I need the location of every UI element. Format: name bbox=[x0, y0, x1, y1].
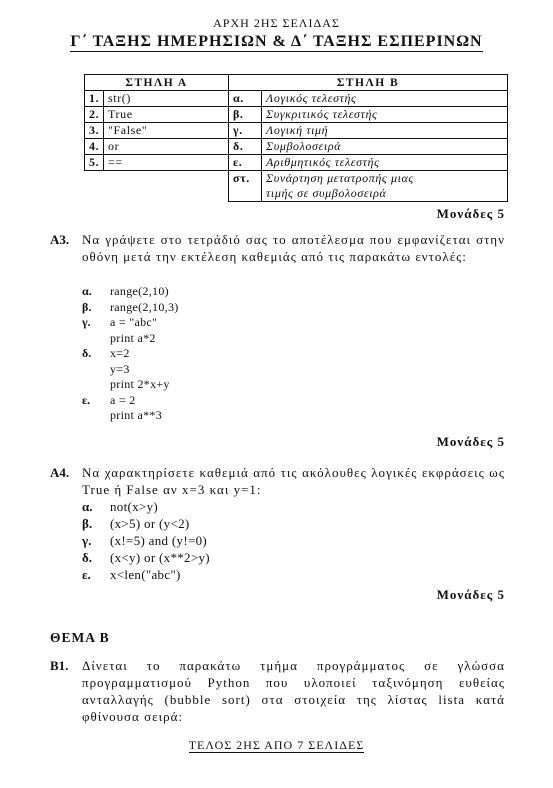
column-a-header: ΣΤΗΛΗ Α bbox=[85, 75, 229, 91]
list-item bbox=[82, 515, 210, 532]
column-a-cell: str() bbox=[104, 91, 229, 107]
list-item bbox=[82, 566, 210, 583]
item-label: γ. bbox=[82, 533, 92, 548]
table-row bbox=[85, 171, 508, 202]
table-row bbox=[85, 91, 508, 107]
a3-items bbox=[82, 284, 179, 424]
question-a4 bbox=[50, 464, 505, 498]
item-code: x=2 y=3 print 2*x+y bbox=[110, 346, 170, 391]
question-a3 bbox=[50, 231, 505, 265]
page-footer-text: ΤΕΛΟΣ 2ΗΣ ΑΠΟ 7 ΣΕΛΙΔΕΣ bbox=[188, 738, 365, 752]
column-b-cell: Συγκριτικός τελεστής bbox=[262, 107, 508, 123]
page-start-label: ΑΡΧΗ 2ΗΣ ΣΕΛΙΔΑΣ bbox=[213, 16, 340, 30]
row-letter: α. bbox=[229, 91, 262, 107]
item-code: x<len("abc") bbox=[110, 567, 181, 582]
column-b-cell: Συμβολοσειρά bbox=[262, 139, 508, 155]
question-text: Να γράψετε στο τετράδιό σας το αποτέλεσμα που εμφανίζεται στην οθόνη μετά την εκτέλεση καθεμιάς από τις παρακάτω εντολές: bbox=[82, 232, 505, 264]
table-row bbox=[85, 139, 508, 155]
list-item bbox=[82, 498, 210, 515]
item-label: β. bbox=[82, 299, 92, 314]
item-label: δ. bbox=[82, 346, 92, 360]
row-number: 2. bbox=[85, 107, 104, 123]
row-number: 3. bbox=[85, 123, 104, 139]
item-label: α. bbox=[82, 284, 92, 298]
list-item bbox=[82, 393, 179, 424]
column-a-cell: == bbox=[104, 155, 229, 171]
column-a-cell: True bbox=[104, 107, 229, 123]
item-code: not(x>y) bbox=[110, 499, 159, 514]
column-b-cell: Λογική τιμή bbox=[262, 123, 508, 139]
question-text: Να χαρακτηρίσετε καθεμιά από τις ακόλουθες λογικές εκφράσεις ως True ή False αν x=3 και y=1: bbox=[82, 465, 505, 497]
item-label: γ. bbox=[82, 315, 91, 329]
units-label: Μονάδες 5 bbox=[436, 206, 505, 221]
item-label: δ. bbox=[82, 550, 92, 565]
column-a-cell: or bbox=[104, 139, 229, 155]
column-b-cell: Λογικός τελεστής bbox=[262, 91, 508, 107]
column-b-cell bbox=[262, 171, 508, 202]
question-number: Α4. bbox=[50, 465, 70, 480]
row-letter: ε. bbox=[229, 155, 262, 171]
row-letter: δ. bbox=[229, 139, 262, 155]
table-row bbox=[85, 155, 508, 171]
list-item bbox=[82, 532, 210, 549]
item-label: β. bbox=[82, 516, 93, 531]
table-row bbox=[85, 123, 508, 139]
units-label: Μονάδες 5 bbox=[436, 434, 505, 449]
units-label: Μονάδες 5 bbox=[436, 587, 505, 602]
exam-title bbox=[0, 33, 553, 51]
row-letter: γ. bbox=[229, 123, 262, 139]
item-code: (x>5) or (y<2) bbox=[110, 516, 190, 531]
item-code: a = 2 print a**3 bbox=[110, 392, 162, 422]
item-code: a = "abc" print a*2 bbox=[110, 315, 158, 345]
matching-table bbox=[84, 74, 508, 202]
item-code: range(2,10,3) bbox=[110, 299, 179, 314]
list-item bbox=[82, 300, 179, 316]
list-item bbox=[82, 284, 179, 300]
question-text: Δίνεται το παρακάτω τμήμα προγράμματος σε γλώσσα προγραμματισμού Python που υλοποιεί ταξινόμηση ευθείας ανταλλαγής (bubble sort) στα στοιχεία της λίστας lista κατά φθίνουσα σειρά: bbox=[82, 658, 505, 724]
column-b-cell: Αριθμητικός τελεστής bbox=[262, 155, 508, 171]
table-row bbox=[85, 107, 508, 123]
row-number: 1. bbox=[85, 91, 104, 107]
column-b-header: ΣΤΗΛΗ Β bbox=[229, 75, 508, 91]
exam-title-text: Γ΄ ΤΑΞΗΣ ΗΜΕΡΗΣΙΩΝ & Δ΄ ΤΑΞΗΣ ΕΣΠΕΡΙΝΩΝ bbox=[70, 33, 483, 50]
section-title: ΘΕΜΑ Β bbox=[50, 630, 110, 645]
column-a-cell: "False" bbox=[104, 123, 229, 139]
empty-cell bbox=[85, 171, 229, 202]
item-label: α. bbox=[82, 499, 93, 514]
page-footer bbox=[0, 738, 553, 753]
list-item bbox=[82, 315, 179, 346]
question-number: Β1. bbox=[50, 658, 69, 673]
column-b-line: τιμής σε συμβολοσειρά bbox=[266, 186, 387, 200]
row-number: 5. bbox=[85, 155, 104, 171]
question-b1 bbox=[50, 657, 505, 725]
row-letter: β. bbox=[229, 107, 262, 123]
a4-items bbox=[82, 498, 210, 583]
item-label: ε. bbox=[82, 392, 91, 407]
row-letter: στ. bbox=[229, 171, 262, 202]
item-code: (x!=5) and (y!=0) bbox=[110, 533, 208, 548]
list-item bbox=[82, 346, 179, 393]
item-code: range(2,10) bbox=[110, 284, 169, 298]
column-b-line: Συνάρτηση μετατροπής μιας bbox=[266, 171, 414, 185]
row-number: 4. bbox=[85, 139, 104, 155]
question-number: Α3. bbox=[50, 232, 70, 247]
list-item bbox=[82, 549, 210, 566]
item-label: ε. bbox=[82, 567, 91, 582]
item-code: (x<y) or (x**2>y) bbox=[110, 550, 210, 565]
